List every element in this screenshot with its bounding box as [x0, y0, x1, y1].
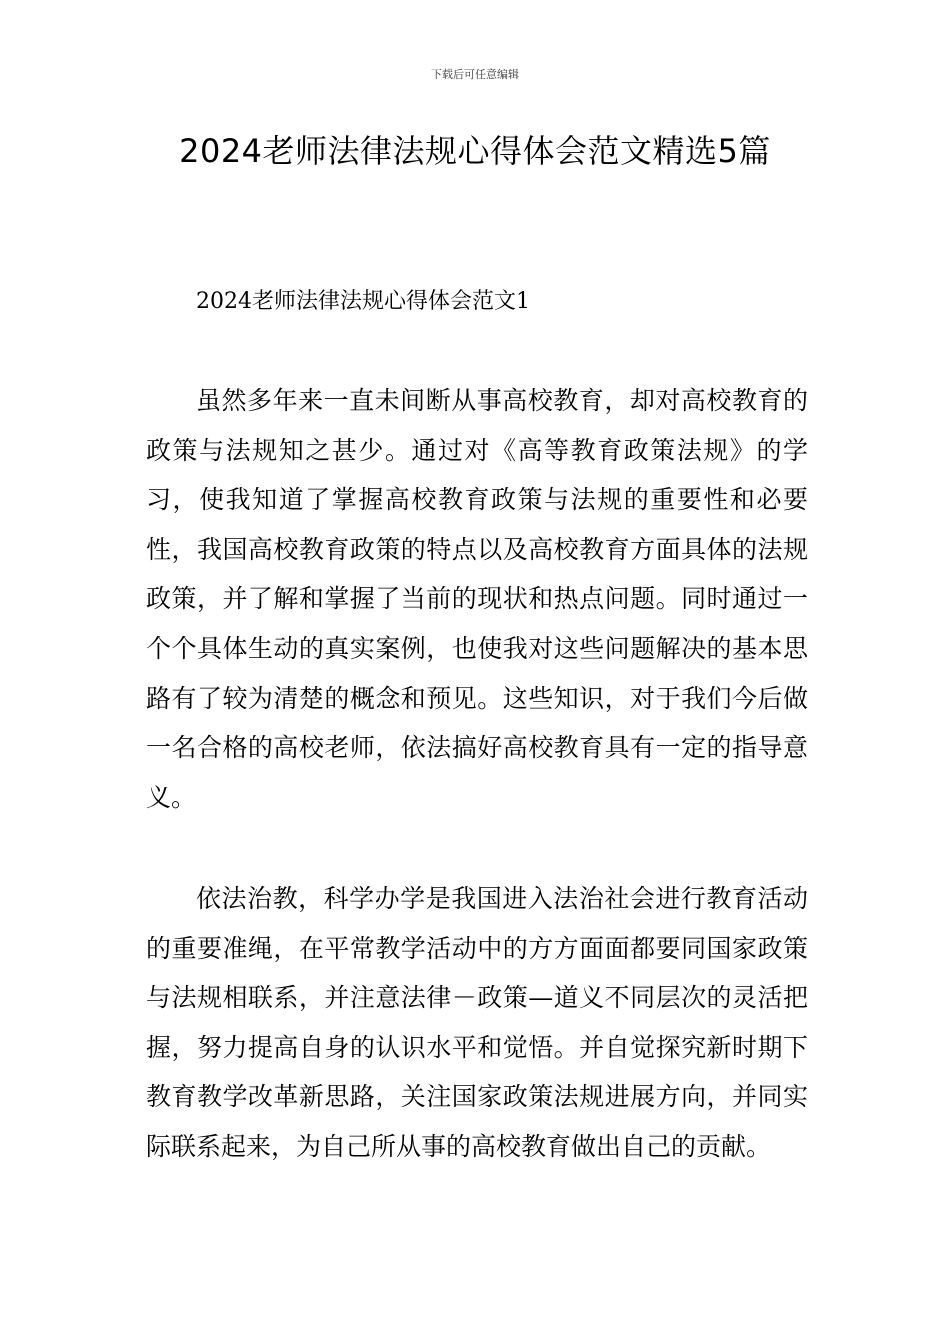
section-heading: 2024老师法律法规心得体会范文1 [196, 289, 530, 314]
header-note: 下载后可任意编辑 [431, 68, 519, 81]
document-title: 2024老师法律法规心得体会范文精选5篇 [179, 132, 771, 170]
body-paragraph-1: 虽然多年来一直未间断从事高校教育，却对高校教育的政策与法规知之甚少。通过对《高等教育政策法规》的学习，使我知道了掌握高校教育政策与法规的重要性和必要性，我国高校教育政策的特点以及高校教育方面具体的法规政策，并了解和掌握了当前的现状和热点问题。同时通过一个个具体生动的真实案例，也使我对这些问题解决的基本思路有了较为清楚的概念和预见。这些知识，对于我们今后做一名合格的高校老师，依法搞好高校教育具有一定的指导意义。 [146, 386, 808, 812]
body-paragraph-2: 依法治教，科学办学是我国进入法治社会进行教育活动的重要准绳，在平常教学活动中的方方面面都要同国家政策与法规相联系，并注意法律－政策—道义不同层次的灵活把握，努力提高自身的认识水平和觉悟。并自觉探究新时期下教育教学改革新思路，关注国家政策法规进展方向，并同实际联系起来，为自己所从事的高校教育做出自己的贡献。 [146, 884, 808, 1161]
